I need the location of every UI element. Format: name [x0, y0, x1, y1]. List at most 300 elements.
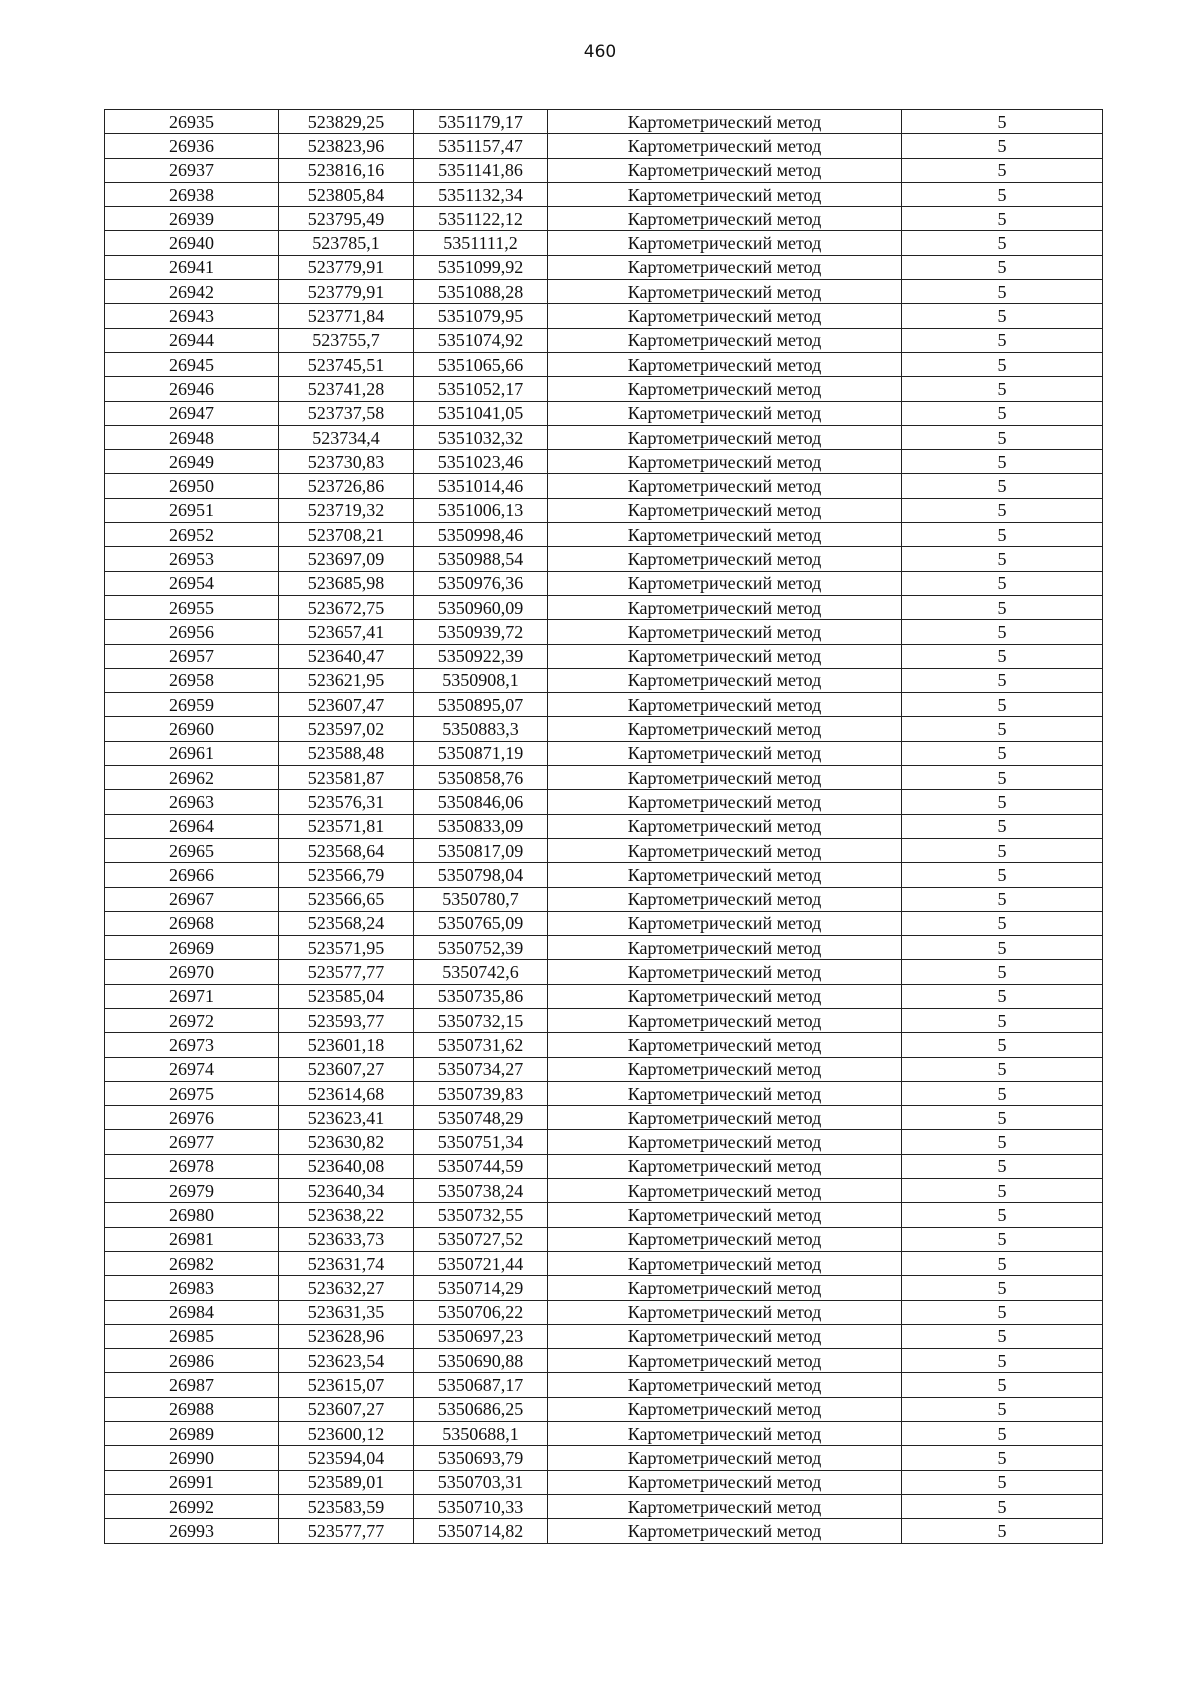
accuracy-cell: 5 — [902, 377, 1103, 401]
point-number-cell: 26952 — [105, 523, 279, 547]
table-row — [105, 668, 1103, 692]
point-number-cell: 26965 — [105, 838, 279, 862]
y-coordinate-cell: 5350998,46 — [414, 523, 548, 547]
point-number-cell: 26975 — [105, 1081, 279, 1105]
y-coordinate-cell: 5350697,23 — [414, 1324, 548, 1348]
y-coordinate-cell: 5350732,15 — [414, 1008, 548, 1032]
point-number-cell: 26959 — [105, 693, 279, 717]
table-row — [105, 523, 1103, 547]
method-cell: Картометрический метод — [548, 717, 902, 741]
table-row — [105, 1349, 1103, 1373]
point-number-cell: 26962 — [105, 766, 279, 790]
y-coordinate-cell: 5351006,13 — [414, 498, 548, 522]
method-cell: Картометрический метод — [548, 1397, 902, 1421]
x-coordinate-cell: 523623,41 — [279, 1106, 414, 1130]
x-coordinate-cell: 523577,77 — [279, 1519, 414, 1543]
method-cell: Картометрический метод — [548, 1081, 902, 1105]
method-cell: Картометрический метод — [548, 741, 902, 765]
table-row — [105, 401, 1103, 425]
x-coordinate-cell: 523785,1 — [279, 231, 414, 255]
method-cell: Картометрический метод — [548, 280, 902, 304]
table-row — [105, 425, 1103, 449]
accuracy-cell: 5 — [902, 863, 1103, 887]
method-cell: Картометрический метод — [548, 1470, 902, 1494]
point-number-cell: 26970 — [105, 960, 279, 984]
accuracy-cell: 5 — [902, 887, 1103, 911]
point-number-cell: 26939 — [105, 207, 279, 231]
table-row — [105, 1397, 1103, 1421]
accuracy-cell: 5 — [902, 352, 1103, 376]
accuracy-cell: 5 — [902, 1519, 1103, 1543]
x-coordinate-cell: 523640,34 — [279, 1179, 414, 1203]
method-cell: Картометрический метод — [548, 1130, 902, 1154]
point-number-cell: 26948 — [105, 425, 279, 449]
accuracy-cell: 5 — [902, 1470, 1103, 1494]
x-coordinate-cell: 523621,95 — [279, 668, 414, 692]
y-coordinate-cell: 5350744,59 — [414, 1154, 548, 1178]
point-number-cell: 26993 — [105, 1519, 279, 1543]
x-coordinate-cell: 523640,08 — [279, 1154, 414, 1178]
y-coordinate-cell: 5351157,47 — [414, 134, 548, 158]
method-cell: Картометрический метод — [548, 911, 902, 935]
accuracy-cell: 5 — [902, 231, 1103, 255]
method-cell: Картометрический метод — [548, 523, 902, 547]
y-coordinate-cell: 5350895,07 — [414, 693, 548, 717]
accuracy-cell: 5 — [902, 693, 1103, 717]
point-number-cell: 26986 — [105, 1349, 279, 1373]
x-coordinate-cell: 523697,09 — [279, 547, 414, 571]
x-coordinate-cell: 523816,16 — [279, 158, 414, 182]
point-number-cell: 26964 — [105, 814, 279, 838]
x-coordinate-cell: 523566,65 — [279, 887, 414, 911]
point-number-cell: 26955 — [105, 595, 279, 619]
y-coordinate-cell: 5350734,27 — [414, 1057, 548, 1081]
point-number-cell: 26973 — [105, 1033, 279, 1057]
x-coordinate-cell: 523576,31 — [279, 790, 414, 814]
y-coordinate-cell: 5350780,7 — [414, 887, 548, 911]
method-cell: Картометрический метод — [548, 863, 902, 887]
table-row — [105, 984, 1103, 1008]
y-coordinate-cell: 5351141,86 — [414, 158, 548, 182]
x-coordinate-cell: 523614,68 — [279, 1081, 414, 1105]
x-coordinate-cell: 523589,01 — [279, 1470, 414, 1494]
point-number-cell: 26935 — [105, 110, 279, 134]
method-cell: Картометрический метод — [548, 936, 902, 960]
table-row — [105, 1251, 1103, 1275]
y-coordinate-cell: 5350798,04 — [414, 863, 548, 887]
point-number-cell: 26974 — [105, 1057, 279, 1081]
y-coordinate-cell: 5351099,92 — [414, 255, 548, 279]
point-number-cell: 26938 — [105, 182, 279, 206]
accuracy-cell: 5 — [902, 644, 1103, 668]
x-coordinate-cell: 523628,96 — [279, 1324, 414, 1348]
y-coordinate-cell: 5350751,34 — [414, 1130, 548, 1154]
x-coordinate-cell: 523779,91 — [279, 280, 414, 304]
x-coordinate-cell: 523657,41 — [279, 620, 414, 644]
accuracy-cell: 5 — [902, 911, 1103, 935]
table-row — [105, 352, 1103, 376]
accuracy-cell: 5 — [902, 280, 1103, 304]
table-row — [105, 1494, 1103, 1518]
accuracy-cell: 5 — [902, 450, 1103, 474]
accuracy-cell: 5 — [902, 498, 1103, 522]
accuracy-cell: 5 — [902, 158, 1103, 182]
y-coordinate-cell: 5351132,34 — [414, 182, 548, 206]
method-cell: Картометрический метод — [548, 1033, 902, 1057]
accuracy-cell: 5 — [902, 1081, 1103, 1105]
table-row — [105, 182, 1103, 206]
x-coordinate-cell: 523593,77 — [279, 1008, 414, 1032]
y-coordinate-cell: 5351052,17 — [414, 377, 548, 401]
point-number-cell: 26966 — [105, 863, 279, 887]
y-coordinate-cell: 5351041,05 — [414, 401, 548, 425]
method-cell: Картометрический метод — [548, 595, 902, 619]
point-number-cell: 26960 — [105, 717, 279, 741]
method-cell: Картометрический метод — [548, 498, 902, 522]
table-row — [105, 158, 1103, 182]
method-cell: Картометрический метод — [548, 668, 902, 692]
x-coordinate-cell: 523568,24 — [279, 911, 414, 935]
y-coordinate-cell: 5350833,09 — [414, 814, 548, 838]
method-cell: Картометрический метод — [548, 1154, 902, 1178]
x-coordinate-cell: 523597,02 — [279, 717, 414, 741]
table-row — [105, 741, 1103, 765]
y-coordinate-cell: 5350738,24 — [414, 1179, 548, 1203]
table-row — [105, 1081, 1103, 1105]
y-coordinate-cell: 5351179,17 — [414, 110, 548, 134]
coordinates-table-body — [105, 110, 1103, 1544]
table-row — [105, 498, 1103, 522]
method-cell: Картометрический метод — [548, 960, 902, 984]
x-coordinate-cell: 523745,51 — [279, 352, 414, 376]
point-number-cell: 26988 — [105, 1397, 279, 1421]
page-number: 460 — [583, 42, 617, 62]
method-cell: Картометрический метод — [548, 158, 902, 182]
x-coordinate-cell: 523623,54 — [279, 1349, 414, 1373]
point-number-cell: 26961 — [105, 741, 279, 765]
method-cell: Картометрический метод — [548, 1057, 902, 1081]
point-number-cell: 26985 — [105, 1324, 279, 1348]
y-coordinate-cell: 5350703,31 — [414, 1470, 548, 1494]
x-coordinate-cell: 523640,47 — [279, 644, 414, 668]
method-cell: Картометрический метод — [548, 1446, 902, 1470]
table-row — [105, 693, 1103, 717]
point-number-cell: 26991 — [105, 1470, 279, 1494]
x-coordinate-cell: 523568,64 — [279, 838, 414, 862]
method-cell: Картометрический метод — [548, 474, 902, 498]
y-coordinate-cell: 5350858,76 — [414, 766, 548, 790]
table-row — [105, 255, 1103, 279]
point-number-cell: 26957 — [105, 644, 279, 668]
table-row — [105, 620, 1103, 644]
point-number-cell: 26983 — [105, 1276, 279, 1300]
method-cell: Картометрический метод — [548, 620, 902, 644]
y-coordinate-cell: 5350752,39 — [414, 936, 548, 960]
x-coordinate-cell: 523631,35 — [279, 1300, 414, 1324]
x-coordinate-cell: 523571,95 — [279, 936, 414, 960]
y-coordinate-cell: 5350714,82 — [414, 1519, 548, 1543]
point-number-cell: 26949 — [105, 450, 279, 474]
method-cell: Картометрический метод — [548, 110, 902, 134]
x-coordinate-cell: 523805,84 — [279, 182, 414, 206]
method-cell: Картометрический метод — [548, 134, 902, 158]
accuracy-cell: 5 — [902, 1057, 1103, 1081]
table-row — [105, 110, 1103, 134]
x-coordinate-cell: 523771,84 — [279, 304, 414, 328]
table-row — [105, 1300, 1103, 1324]
accuracy-cell: 5 — [902, 207, 1103, 231]
point-number-cell: 26963 — [105, 790, 279, 814]
table-row — [105, 1519, 1103, 1543]
point-number-cell: 26976 — [105, 1106, 279, 1130]
table-row — [105, 280, 1103, 304]
y-coordinate-cell: 5351065,66 — [414, 352, 548, 376]
x-coordinate-cell: 523708,21 — [279, 523, 414, 547]
accuracy-cell: 5 — [902, 1130, 1103, 1154]
accuracy-cell: 5 — [902, 182, 1103, 206]
method-cell: Картометрический метод — [548, 790, 902, 814]
point-number-cell: 26945 — [105, 352, 279, 376]
x-coordinate-cell: 523719,32 — [279, 498, 414, 522]
accuracy-cell: 5 — [902, 1446, 1103, 1470]
y-coordinate-cell: 5350693,79 — [414, 1446, 548, 1470]
x-coordinate-cell: 523607,47 — [279, 693, 414, 717]
accuracy-cell: 5 — [902, 328, 1103, 352]
method-cell: Картометрический метод — [548, 1251, 902, 1275]
x-coordinate-cell: 523829,25 — [279, 110, 414, 134]
method-cell: Картометрический метод — [548, 814, 902, 838]
table-row — [105, 1033, 1103, 1057]
method-cell: Картометрический метод — [548, 352, 902, 376]
y-coordinate-cell: 5350960,09 — [414, 595, 548, 619]
point-number-cell: 26968 — [105, 911, 279, 935]
method-cell: Картометрический метод — [548, 1300, 902, 1324]
y-coordinate-cell: 5350846,06 — [414, 790, 548, 814]
y-coordinate-cell: 5350988,54 — [414, 547, 548, 571]
table-row — [105, 838, 1103, 862]
method-cell: Картометрический метод — [548, 255, 902, 279]
accuracy-cell: 5 — [902, 425, 1103, 449]
table-row — [105, 887, 1103, 911]
accuracy-cell: 5 — [902, 838, 1103, 862]
accuracy-cell: 5 — [902, 134, 1103, 158]
y-coordinate-cell: 5350748,29 — [414, 1106, 548, 1130]
y-coordinate-cell: 5350727,52 — [414, 1227, 548, 1251]
method-cell: Картометрический метод — [548, 766, 902, 790]
x-coordinate-cell: 523823,96 — [279, 134, 414, 158]
accuracy-cell: 5 — [902, 620, 1103, 644]
table-row — [105, 1373, 1103, 1397]
y-coordinate-cell: 5350883,3 — [414, 717, 548, 741]
table-row — [105, 814, 1103, 838]
y-coordinate-cell: 5351079,95 — [414, 304, 548, 328]
method-cell: Картометрический метод — [548, 1276, 902, 1300]
table-row — [105, 547, 1103, 571]
y-coordinate-cell: 5350688,1 — [414, 1422, 548, 1446]
x-coordinate-cell: 523795,49 — [279, 207, 414, 231]
method-cell: Картометрический метод — [548, 1179, 902, 1203]
accuracy-cell: 5 — [902, 474, 1103, 498]
table-row — [105, 863, 1103, 887]
y-coordinate-cell: 5350735,86 — [414, 984, 548, 1008]
table-row — [105, 1446, 1103, 1470]
point-number-cell: 26979 — [105, 1179, 279, 1203]
table-row — [105, 766, 1103, 790]
method-cell: Картометрический метод — [548, 231, 902, 255]
y-coordinate-cell: 5350908,1 — [414, 668, 548, 692]
accuracy-cell: 5 — [902, 960, 1103, 984]
x-coordinate-cell: 523672,75 — [279, 595, 414, 619]
method-cell: Картометрический метод — [548, 571, 902, 595]
point-number-cell: 26941 — [105, 255, 279, 279]
point-number-cell: 26958 — [105, 668, 279, 692]
y-coordinate-cell: 5350739,83 — [414, 1081, 548, 1105]
table-row — [105, 304, 1103, 328]
point-number-cell: 26944 — [105, 328, 279, 352]
x-coordinate-cell: 523630,82 — [279, 1130, 414, 1154]
table-row — [105, 134, 1103, 158]
method-cell: Картометрический метод — [548, 1373, 902, 1397]
point-number-cell: 26953 — [105, 547, 279, 571]
y-coordinate-cell: 5351111,2 — [414, 231, 548, 255]
table-row — [105, 960, 1103, 984]
accuracy-cell: 5 — [902, 255, 1103, 279]
method-cell: Картометрический метод — [548, 304, 902, 328]
x-coordinate-cell: 523632,27 — [279, 1276, 414, 1300]
point-number-cell: 26946 — [105, 377, 279, 401]
method-cell: Картометрический метод — [548, 1106, 902, 1130]
accuracy-cell: 5 — [902, 668, 1103, 692]
point-number-cell: 26977 — [105, 1130, 279, 1154]
table-row — [105, 1130, 1103, 1154]
table-row — [105, 911, 1103, 935]
x-coordinate-cell: 523685,98 — [279, 571, 414, 595]
method-cell: Картометрический метод — [548, 547, 902, 571]
y-coordinate-cell: 5350731,62 — [414, 1033, 548, 1057]
accuracy-cell: 5 — [902, 1494, 1103, 1518]
accuracy-cell: 5 — [902, 523, 1103, 547]
x-coordinate-cell: 523638,22 — [279, 1203, 414, 1227]
x-coordinate-cell: 523633,73 — [279, 1227, 414, 1251]
accuracy-cell: 5 — [902, 741, 1103, 765]
point-number-cell: 26956 — [105, 620, 279, 644]
accuracy-cell: 5 — [902, 1300, 1103, 1324]
table-row — [105, 571, 1103, 595]
x-coordinate-cell: 523588,48 — [279, 741, 414, 765]
x-coordinate-cell: 523615,07 — [279, 1373, 414, 1397]
x-coordinate-cell: 523577,77 — [279, 960, 414, 984]
point-number-cell: 26940 — [105, 231, 279, 255]
accuracy-cell: 5 — [902, 547, 1103, 571]
x-coordinate-cell: 523730,83 — [279, 450, 414, 474]
y-coordinate-cell: 5350690,88 — [414, 1349, 548, 1373]
point-number-cell: 26990 — [105, 1446, 279, 1470]
y-coordinate-cell: 5350939,72 — [414, 620, 548, 644]
method-cell: Картометрический метод — [548, 450, 902, 474]
point-number-cell: 26980 — [105, 1203, 279, 1227]
x-coordinate-cell: 523779,91 — [279, 255, 414, 279]
accuracy-cell: 5 — [902, 790, 1103, 814]
accuracy-cell: 5 — [902, 1324, 1103, 1348]
point-number-cell: 26972 — [105, 1008, 279, 1032]
accuracy-cell: 5 — [902, 1106, 1103, 1130]
method-cell: Картометрический метод — [548, 693, 902, 717]
point-number-cell: 26987 — [105, 1373, 279, 1397]
x-coordinate-cell: 523631,74 — [279, 1251, 414, 1275]
table-row — [105, 1276, 1103, 1300]
method-cell: Картометрический метод — [548, 1324, 902, 1348]
table-row — [105, 1227, 1103, 1251]
accuracy-cell: 5 — [902, 814, 1103, 838]
method-cell: Картометрический метод — [548, 1227, 902, 1251]
x-coordinate-cell: 523607,27 — [279, 1397, 414, 1421]
accuracy-cell: 5 — [902, 1373, 1103, 1397]
table-row — [105, 790, 1103, 814]
accuracy-cell: 5 — [902, 595, 1103, 619]
accuracy-cell: 5 — [902, 1033, 1103, 1057]
point-number-cell: 26943 — [105, 304, 279, 328]
accuracy-cell: 5 — [902, 1154, 1103, 1178]
x-coordinate-cell: 523594,04 — [279, 1446, 414, 1470]
table-row — [105, 1470, 1103, 1494]
method-cell: Картометрический метод — [548, 377, 902, 401]
table-row — [105, 231, 1103, 255]
x-coordinate-cell: 523607,27 — [279, 1057, 414, 1081]
accuracy-cell: 5 — [902, 1276, 1103, 1300]
y-coordinate-cell: 5350765,09 — [414, 911, 548, 935]
point-number-cell: 26951 — [105, 498, 279, 522]
point-number-cell: 26950 — [105, 474, 279, 498]
accuracy-cell: 5 — [902, 1422, 1103, 1446]
method-cell: Картометрический метод — [548, 984, 902, 1008]
method-cell: Картометрический метод — [548, 1422, 902, 1446]
coordinates-table — [104, 109, 1103, 1544]
accuracy-cell: 5 — [902, 1227, 1103, 1251]
table-row — [105, 1154, 1103, 1178]
y-coordinate-cell: 5350817,09 — [414, 838, 548, 862]
x-coordinate-cell: 523601,18 — [279, 1033, 414, 1057]
y-coordinate-cell: 5350922,39 — [414, 644, 548, 668]
point-number-cell: 26992 — [105, 1494, 279, 1518]
table-row — [105, 377, 1103, 401]
method-cell: Картометрический метод — [548, 207, 902, 231]
point-number-cell: 26971 — [105, 984, 279, 1008]
y-coordinate-cell: 5350732,55 — [414, 1203, 548, 1227]
table-row — [105, 644, 1103, 668]
method-cell: Картометрический метод — [548, 425, 902, 449]
x-coordinate-cell: 523726,86 — [279, 474, 414, 498]
table-row — [105, 936, 1103, 960]
method-cell: Картометрический метод — [548, 328, 902, 352]
table-row — [105, 1179, 1103, 1203]
y-coordinate-cell: 5350721,44 — [414, 1251, 548, 1275]
table-row — [105, 328, 1103, 352]
point-number-cell: 26937 — [105, 158, 279, 182]
point-number-cell: 26936 — [105, 134, 279, 158]
method-cell: Картометрический метод — [548, 1203, 902, 1227]
y-coordinate-cell: 5350871,19 — [414, 741, 548, 765]
point-number-cell: 26969 — [105, 936, 279, 960]
point-number-cell: 26947 — [105, 401, 279, 425]
accuracy-cell: 5 — [902, 1349, 1103, 1373]
method-cell: Картометрический метод — [548, 887, 902, 911]
y-coordinate-cell: 5351023,46 — [414, 450, 548, 474]
point-number-cell: 26984 — [105, 1300, 279, 1324]
point-number-cell: 26982 — [105, 1251, 279, 1275]
method-cell: Картометрический метод — [548, 401, 902, 425]
table-row — [105, 717, 1103, 741]
y-coordinate-cell: 5351122,12 — [414, 207, 548, 231]
